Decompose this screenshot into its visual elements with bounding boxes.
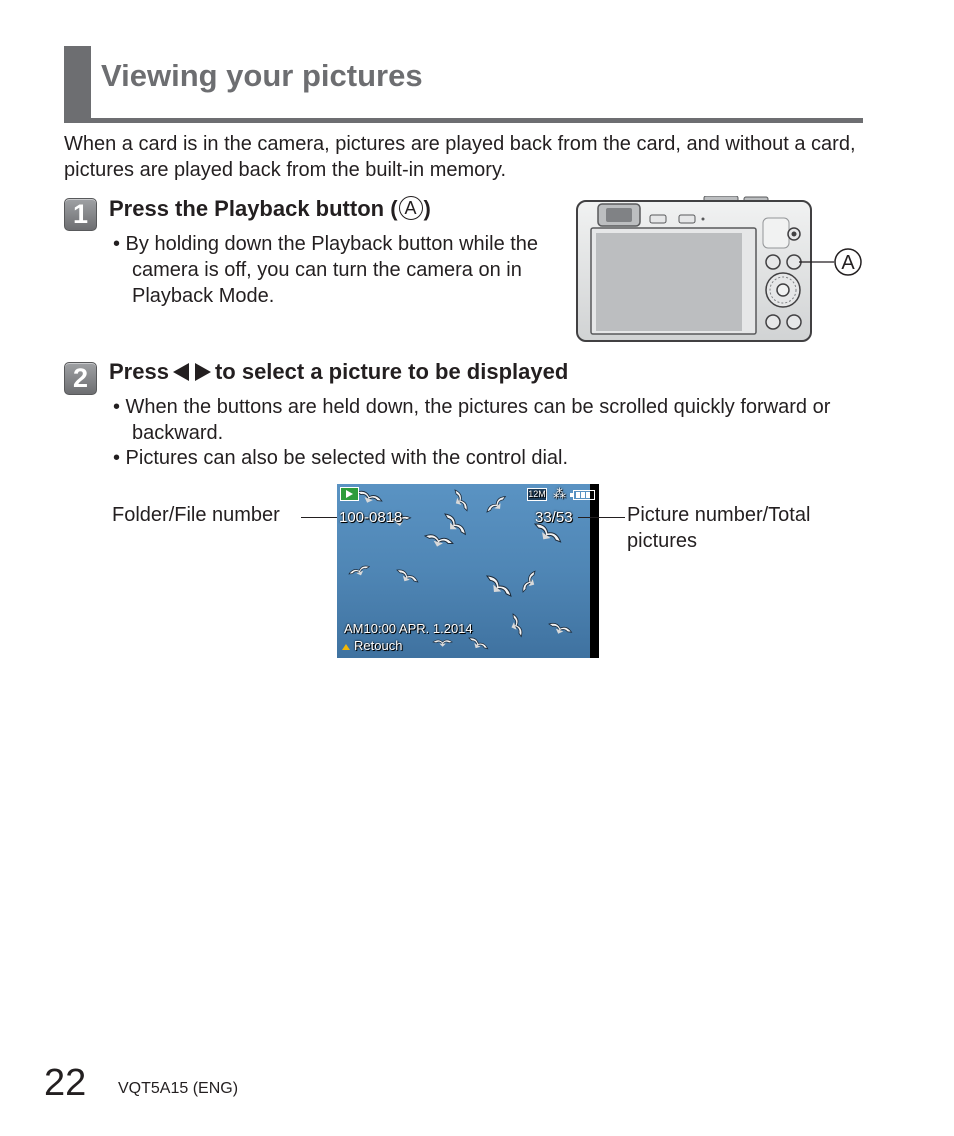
left-arrow-icon bbox=[173, 363, 189, 381]
resolution-icon: 12M bbox=[528, 489, 546, 499]
playback-mode-icon bbox=[340, 487, 359, 501]
quality-icon: ⁂ bbox=[553, 486, 566, 501]
step-2-heading-press: Press bbox=[109, 359, 169, 384]
step-1-badge: 1 bbox=[64, 198, 97, 231]
folder-file-number-label: Folder/File number bbox=[112, 504, 280, 526]
step-1-heading bbox=[109, 196, 431, 222]
up-arrow-icon bbox=[342, 644, 350, 650]
document-code: VQT5A15 (ENG) bbox=[118, 1080, 239, 1097]
page-number: 22 bbox=[44, 1062, 87, 1104]
step-2-heading-text: to select a picture to be displayed bbox=[214, 359, 569, 384]
title-underline bbox=[64, 118, 863, 123]
step-1-bullet: • By holding down the Playback button while the camera is off, you can turn the camera on in Playback Mode. bbox=[113, 233, 539, 307]
camera-back-illustration bbox=[576, 196, 870, 346]
marker-a-icon: A bbox=[399, 196, 423, 220]
picture-number-leader-line bbox=[578, 517, 625, 518]
step-1-heading-close: ) bbox=[423, 196, 431, 221]
step-2-bullet-1: • When the buttons are held down, the pictures can be scrolled quickly forward or backward. bbox=[113, 396, 831, 444]
intro-paragraph: When a card is in the camera, pictures are played back from the card, and without a card, pictures are played back from the built-in memory. bbox=[64, 133, 856, 181]
page-title: Viewing your pictures bbox=[101, 58, 423, 93]
recording-datetime: AM10:00 APR. 1.2014 bbox=[344, 621, 473, 636]
step-2-badge: 2 bbox=[64, 362, 97, 395]
step-2-heading bbox=[109, 359, 568, 385]
step-2-bullet-2: • Pictures can also be selected with the control dial. bbox=[113, 447, 569, 469]
folder-file-number: 100-0818 bbox=[339, 509, 403, 526]
right-arrow-icon bbox=[195, 363, 211, 381]
folder-file-leader-line bbox=[301, 517, 339, 518]
picture-count: 33/53 bbox=[535, 509, 573, 526]
retouch-hint: Retouch bbox=[354, 638, 403, 653]
title-accent-bar bbox=[64, 46, 91, 122]
battery-icon bbox=[573, 490, 595, 500]
playback-screen bbox=[337, 484, 599, 658]
step-1-heading-text: Press the Playback button ( bbox=[109, 196, 398, 221]
callout-a-letter: A bbox=[841, 252, 855, 274]
picture-number-label: Picture number/Total pictures bbox=[627, 504, 811, 552]
